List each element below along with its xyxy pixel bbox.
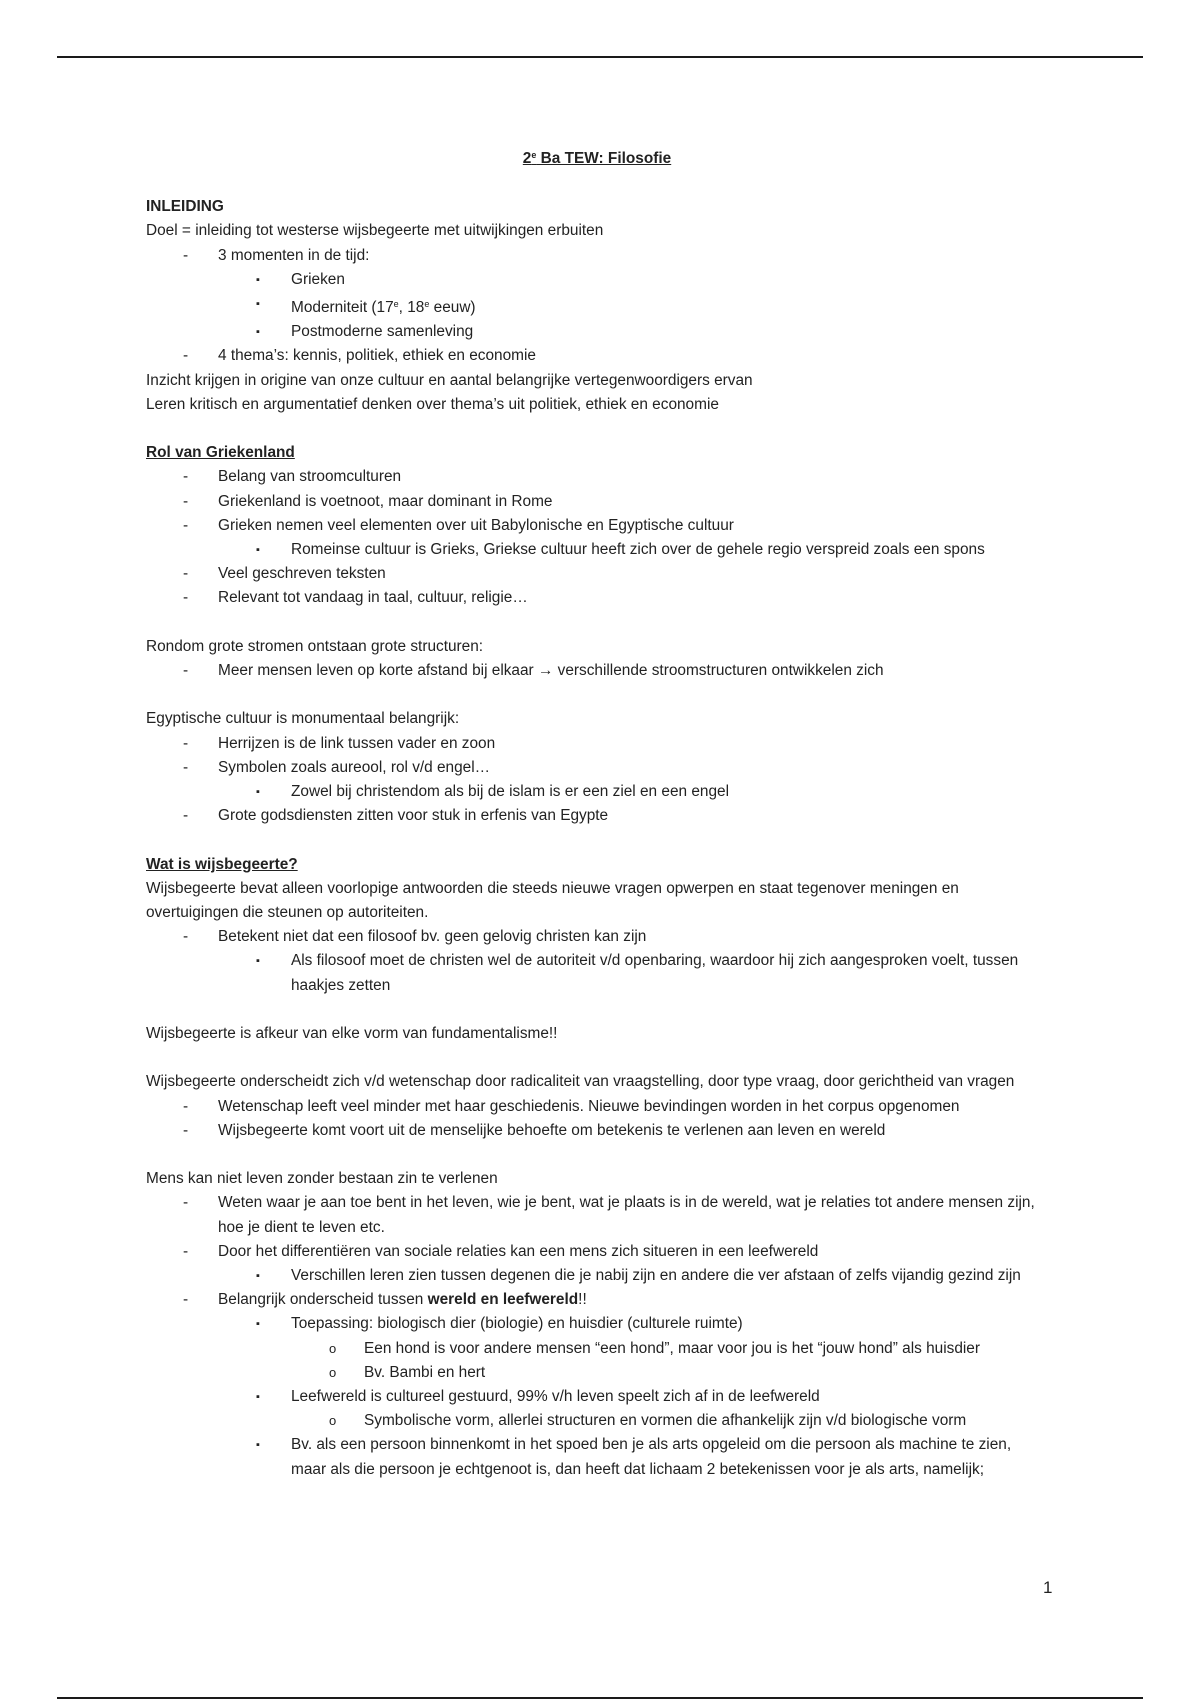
heading-inleiding: INLEIDING [146,198,224,216]
page-number: 1 [1043,1578,1053,1597]
list-item: - Wetenschap leeft veel minder met haar geschiedenis. Nieuwe bevindingen worden in het corpus opgenomen [183,1097,960,1115]
list-item: - 4 thema’s: kennis, politiek, ethiek en economie [183,347,536,365]
list-item: - Door het differentiëren van sociale relaties kan een mens zich situeren in een leefwereld [183,1242,819,1260]
list-item: ▪ Als filosoof moet de christen wel de autoriteit v/d openbaring, waardoor hij zich aangesproken voelt, tussen haakjes zetten [256,952,1019,994]
list-item: - Weten waar je aan toe bent in het leven, wie je bent, wat je plaats is in de wereld, wat je relaties tot andere mensen zijn, hoe je dient te leven etc. [183,1194,1035,1236]
list-item: ▪ Romeinse cultuur is Grieks, Griekse cultuur heeft zich over de gehele regio verspreid zoals een spons [256,541,985,559]
paragraph-fundamentalisme: Wijsbegeerte is afkeur van elke vorm van fundamentalisme!! [146,1025,558,1043]
list-item: - Wijsbegeerte komt voort uit de menselijke behoefte om betekenis te verlenen aan leven en wereld [183,1121,886,1139]
list-item: ▪ Postmoderne samenleving [256,323,474,341]
footer-rule [57,1697,1143,1699]
paragraph-mens: Mens kan niet leven zonder bestaan zin te verlenen [146,1170,498,1188]
document-title: 2e Ba TEW: Filosofie [522,150,672,167]
list-item: - 3 momenten in de tijd: [183,246,370,264]
paragraph-wetenschap: Wijsbegeerte onderscheidt zich v/d wetenschap door radicaliteit van vraagstelling, door type vraag, door gerichtheid van vragen [146,1073,1015,1091]
paragraph-inzicht: Inzicht krijgen in origine van onze cultuur en aantal belangrijke vertegenwoordigers ervan [146,371,753,389]
list-item: - Veel geschreven teksten [183,565,386,583]
list-item: - Belang van stroomculturen [183,468,402,486]
header-rule [57,56,1143,58]
paragraph-doel: Doel = inleiding tot westerse wijsbegeerte met uitwijkingen erbuiten [146,222,604,240]
list-item: - Grote godsdiensten zitten voor stuk in erfenis van Egypte [183,807,609,825]
list-item: - Symbolen zoals aureool, rol v/d engel… [183,758,491,776]
list-item: ▪ Zowel bij christendom als bij de islam is er een ziel en een engel [256,783,730,801]
list-item: ▪ Grieken [256,270,345,288]
list-item: ▪ Toepassing: biologisch dier (biologie) en huisdier (culturele ruimte) [256,1315,743,1333]
list-item: - Betekent niet dat een filosoof bv. geen gelovig christen kan zijn [183,928,647,946]
paragraph-wijsbegeerte: Wijsbegeerte bevat alleen voorlopige antwoorden die steeds nieuwe vragen opwerpen en staat tegenover meningen en overtuigingen die steunen op autoriteiten. [146,879,959,922]
list-item: - Griekenland is voetnoot, maar dominant in Rome [183,492,553,510]
list-item: - Grieken nemen veel elementen over uit Babylonische en Egyptische cultuur [183,516,734,534]
heading-rol-van-griekenland: Rol van Griekenland [146,444,295,462]
list-item: - Relevant tot vandaag in taal, cultuur, religie… [183,589,528,607]
list-item: ▪ Verschillen leren zien tussen degenen die je nabij zijn en andere die ver afstaan of zelfs vijandig gezind zijn [256,1267,1021,1285]
heading-wat-is-wijsbegeerte: Wat is wijsbegeerte? [146,855,298,873]
list-item: - Belangrijk onderscheid tussen wereld en leefwereld!! [183,1291,587,1309]
list-item: o Symbolische vorm, allerlei structuren en vormen die afhankelijk zijn v/d biologische vorm [329,1412,967,1430]
document-body [146,143,1046,1482]
list-item: ▪ Leefwereld is cultureel gestuurd, 99% v/h leven speelt zich af in de leefwereld [256,1388,820,1406]
list-item: o Een hond is voor andere mensen “een hond”, maar voor jou is het “jouw hond” als huisdier [329,1339,980,1357]
list-item: o Bv. Bambi en hert [329,1363,486,1381]
list-item: ▪ Moderniteit (17e, 18e eeuw) [256,298,476,317]
list-item: - Herrijzen is de link tussen vader en zoon [183,734,496,752]
paragraph-egyptisch: Egyptische cultuur is monumentaal belangrijk: [146,710,460,728]
list-item: - Meer mensen leven op korte afstand bij elkaar → verschillende stroomstructuren ontwikkelen zich [183,662,884,680]
paragraph-leren: Leren kritisch en argumentatief denken over thema’s uit politiek, ethiek en economie [146,395,719,413]
paragraph-rondom: Rondom grote stromen ontstaan grote structuren: [146,637,484,655]
list-item: ▪ Bv. als een persoon binnenkomt in het spoed ben je als arts opgeleid om die persoon als machine te zien, maar als die persoon je echtgenoot is, dan heeft dat lichaam 2 betekenissen voor je als arts, namelijk; [256,1436,1012,1478]
